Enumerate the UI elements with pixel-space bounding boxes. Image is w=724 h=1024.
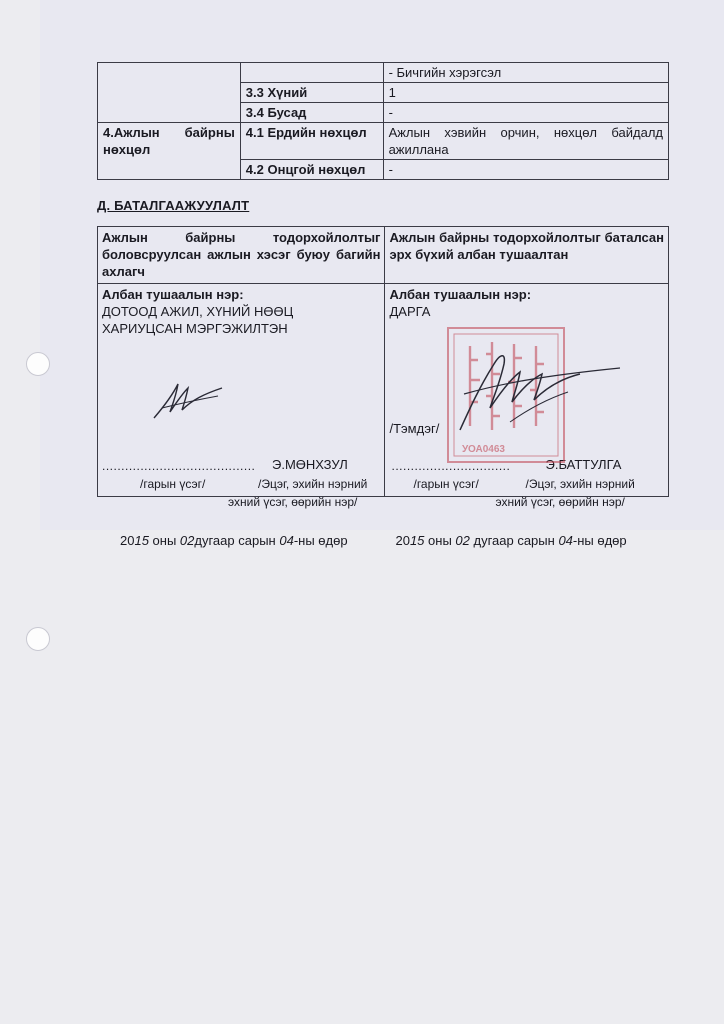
cell-subcategory: 4.1 Ердийн нөхцөл: [240, 123, 383, 160]
cell-subcategory: 3.4 Бусад: [240, 103, 383, 123]
cell-category: 4.Ажлын байрны нөхцөл: [98, 123, 241, 180]
cell-subcategory: 3.3 Хүний: [240, 83, 383, 103]
date-month: 02: [455, 533, 470, 548]
date-day: 04: [558, 533, 573, 548]
cell-subcategory: 4.2 Онцгой нөхцөл: [240, 160, 383, 180]
position-label: Албан тушаалын нэр:: [102, 287, 244, 302]
signature-caption: /гарын үсэг/: [413, 477, 479, 491]
punch-hole-top: [26, 352, 50, 376]
stamp-label: /Тэмдэг/: [389, 421, 440, 436]
position-line-1: ДОТООД АЖИЛ, ХҮНИЙ НӨӨЦ: [102, 304, 294, 319]
left-signature-cell: [98, 284, 385, 548]
date-line: 2015 оны 02 дугаар сарын 04-ны өдөр: [395, 533, 627, 548]
punch-hole-bottom: [26, 627, 50, 651]
date-year: 15: [134, 533, 149, 548]
signature-dots: ........................................: [102, 459, 256, 473]
signer-name: Э.МӨНХЗУЛ: [272, 457, 348, 472]
signer-name: Э.БАТТУЛГА: [545, 457, 622, 472]
name-caption-2: эхний үсэг, өөрийн нэр/: [228, 495, 358, 509]
date-month: 02: [179, 533, 195, 548]
left-header: Ажлын байрны тодорхойлолтыг боловсруулсан ажлын хэсэг буюу багийн ахлагч: [98, 227, 385, 284]
cell-value: 1: [383, 83, 668, 103]
name-caption-2: эхний үсэг, өөрийн нэр/: [495, 495, 625, 509]
cell-value: -: [383, 160, 668, 180]
cell-value: -: [383, 103, 668, 123]
right-header: Ажлын байрны тодорхойлолтыг баталсан эрх бүхий албан тушаалтан: [385, 227, 669, 284]
name-caption-1: /Эцэг, эхийн нэрний: [258, 477, 368, 491]
table-row: [98, 227, 669, 284]
signature-left-icon: [148, 378, 228, 422]
stamp-code: УОА0463: [462, 444, 505, 455]
date-line: 2015 оны 02дугаар сарын 04-ны өдөр: [120, 533, 348, 548]
position-label: Албан тушаалын нэр:: [389, 287, 532, 302]
cell-value: Ажлын хэвийн орчин, нөхцөл байдалд ажиллана: [383, 123, 668, 160]
cell-value: - Бичгийн хэрэгсэл: [383, 63, 668, 83]
table-row: [98, 123, 669, 160]
signature-right-icon: [440, 338, 630, 438]
job-conditions-table: [97, 62, 669, 180]
signature-caption: /гарын үсэг/: [140, 477, 206, 491]
position-line-1: ДАРГА: [389, 304, 431, 319]
section-title: Д. БАТАЛГААЖУУЛАЛТ: [97, 198, 250, 213]
signature-dots: ...............................: [391, 459, 511, 473]
cell-empty: [98, 63, 241, 123]
name-caption-1: /Эцэг, эхийн нэрний: [525, 477, 635, 491]
position-line-2: ХАРИУЦСАН МЭРГЭЖИЛТЭН: [102, 321, 288, 336]
date-year: 15: [409, 533, 425, 548]
date-day: 04: [279, 533, 294, 548]
cell-subcategory: [240, 63, 383, 83]
table-row: [98, 63, 669, 83]
